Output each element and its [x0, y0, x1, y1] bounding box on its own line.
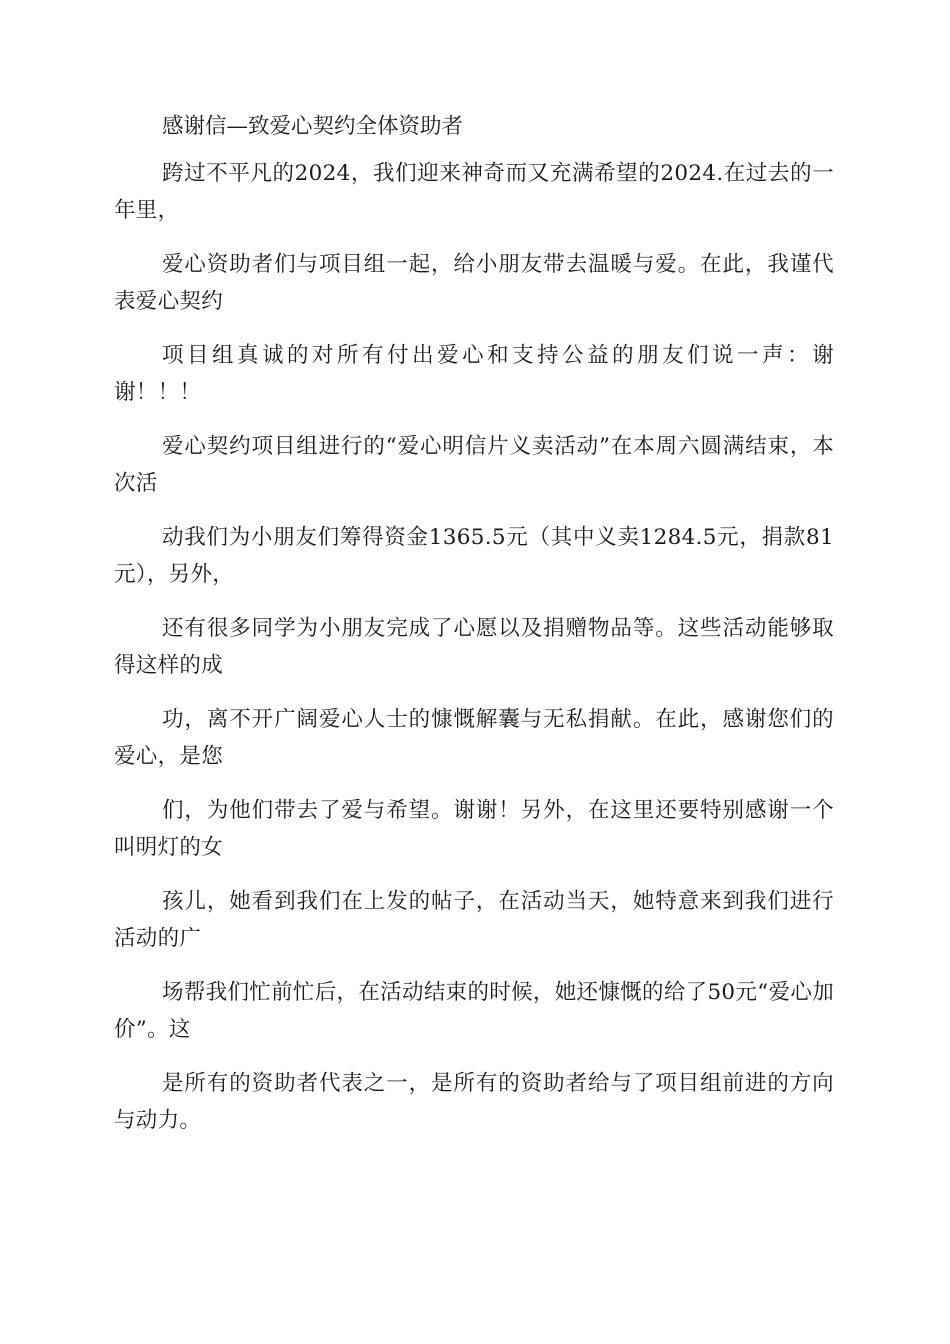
paragraph: 爱心资助者们与项目组一起，给小朋友带去温暖与爱。在此，我谨代表爱心契约: [114, 252, 834, 314]
document-title: 感谢信—致爱心契约全体资助者: [162, 114, 464, 139]
paragraph: 是所有的资助者代表之一，是所有的资助者给与了项目组前进的方向与动力。: [114, 1071, 834, 1133]
paragraph: 爱心契约项目组进行的“爱心明信片义卖活动”在本周六圆满结束，本次活: [114, 434, 834, 496]
paragraph: 还有很多同学为小朋友完成了心愿以及捐赠物品等。这些活动能够取得这样的成: [114, 616, 834, 678]
paragraph: 场帮我们忙前忙后，在活动结束的时候，她还慷慨的给了50元“爱心加价”。这: [114, 980, 834, 1042]
paragraph: 功，离不开广阔爱心人士的慷慨解囊与无私捐献。在此，感谢您们的爱心，是您: [114, 707, 834, 769]
paragraph: 们，为他们带去了爱与希望。谢谢！另外，在这里还要特别感谢一个叫明灯的女: [114, 798, 834, 860]
document-body: [114, 108, 834, 1156]
paragraph: 动我们为小朋友们筹得资金1365.5元（其中义卖1284.5元，捐款81元），另外，: [114, 525, 834, 587]
paragraph: 跨过不平凡的2024，我们迎来神奇而又充满希望的2024.在过去的一年里，: [114, 161, 834, 223]
paragraph: 孩儿，她看到我们在上发的帖子，在活动当天，她特意来到我们进行活动的广: [114, 889, 834, 951]
paragraph: 项目组真诚的对所有付出爱心和支持公益的朋友们说一声：谢谢！！！: [114, 343, 834, 405]
